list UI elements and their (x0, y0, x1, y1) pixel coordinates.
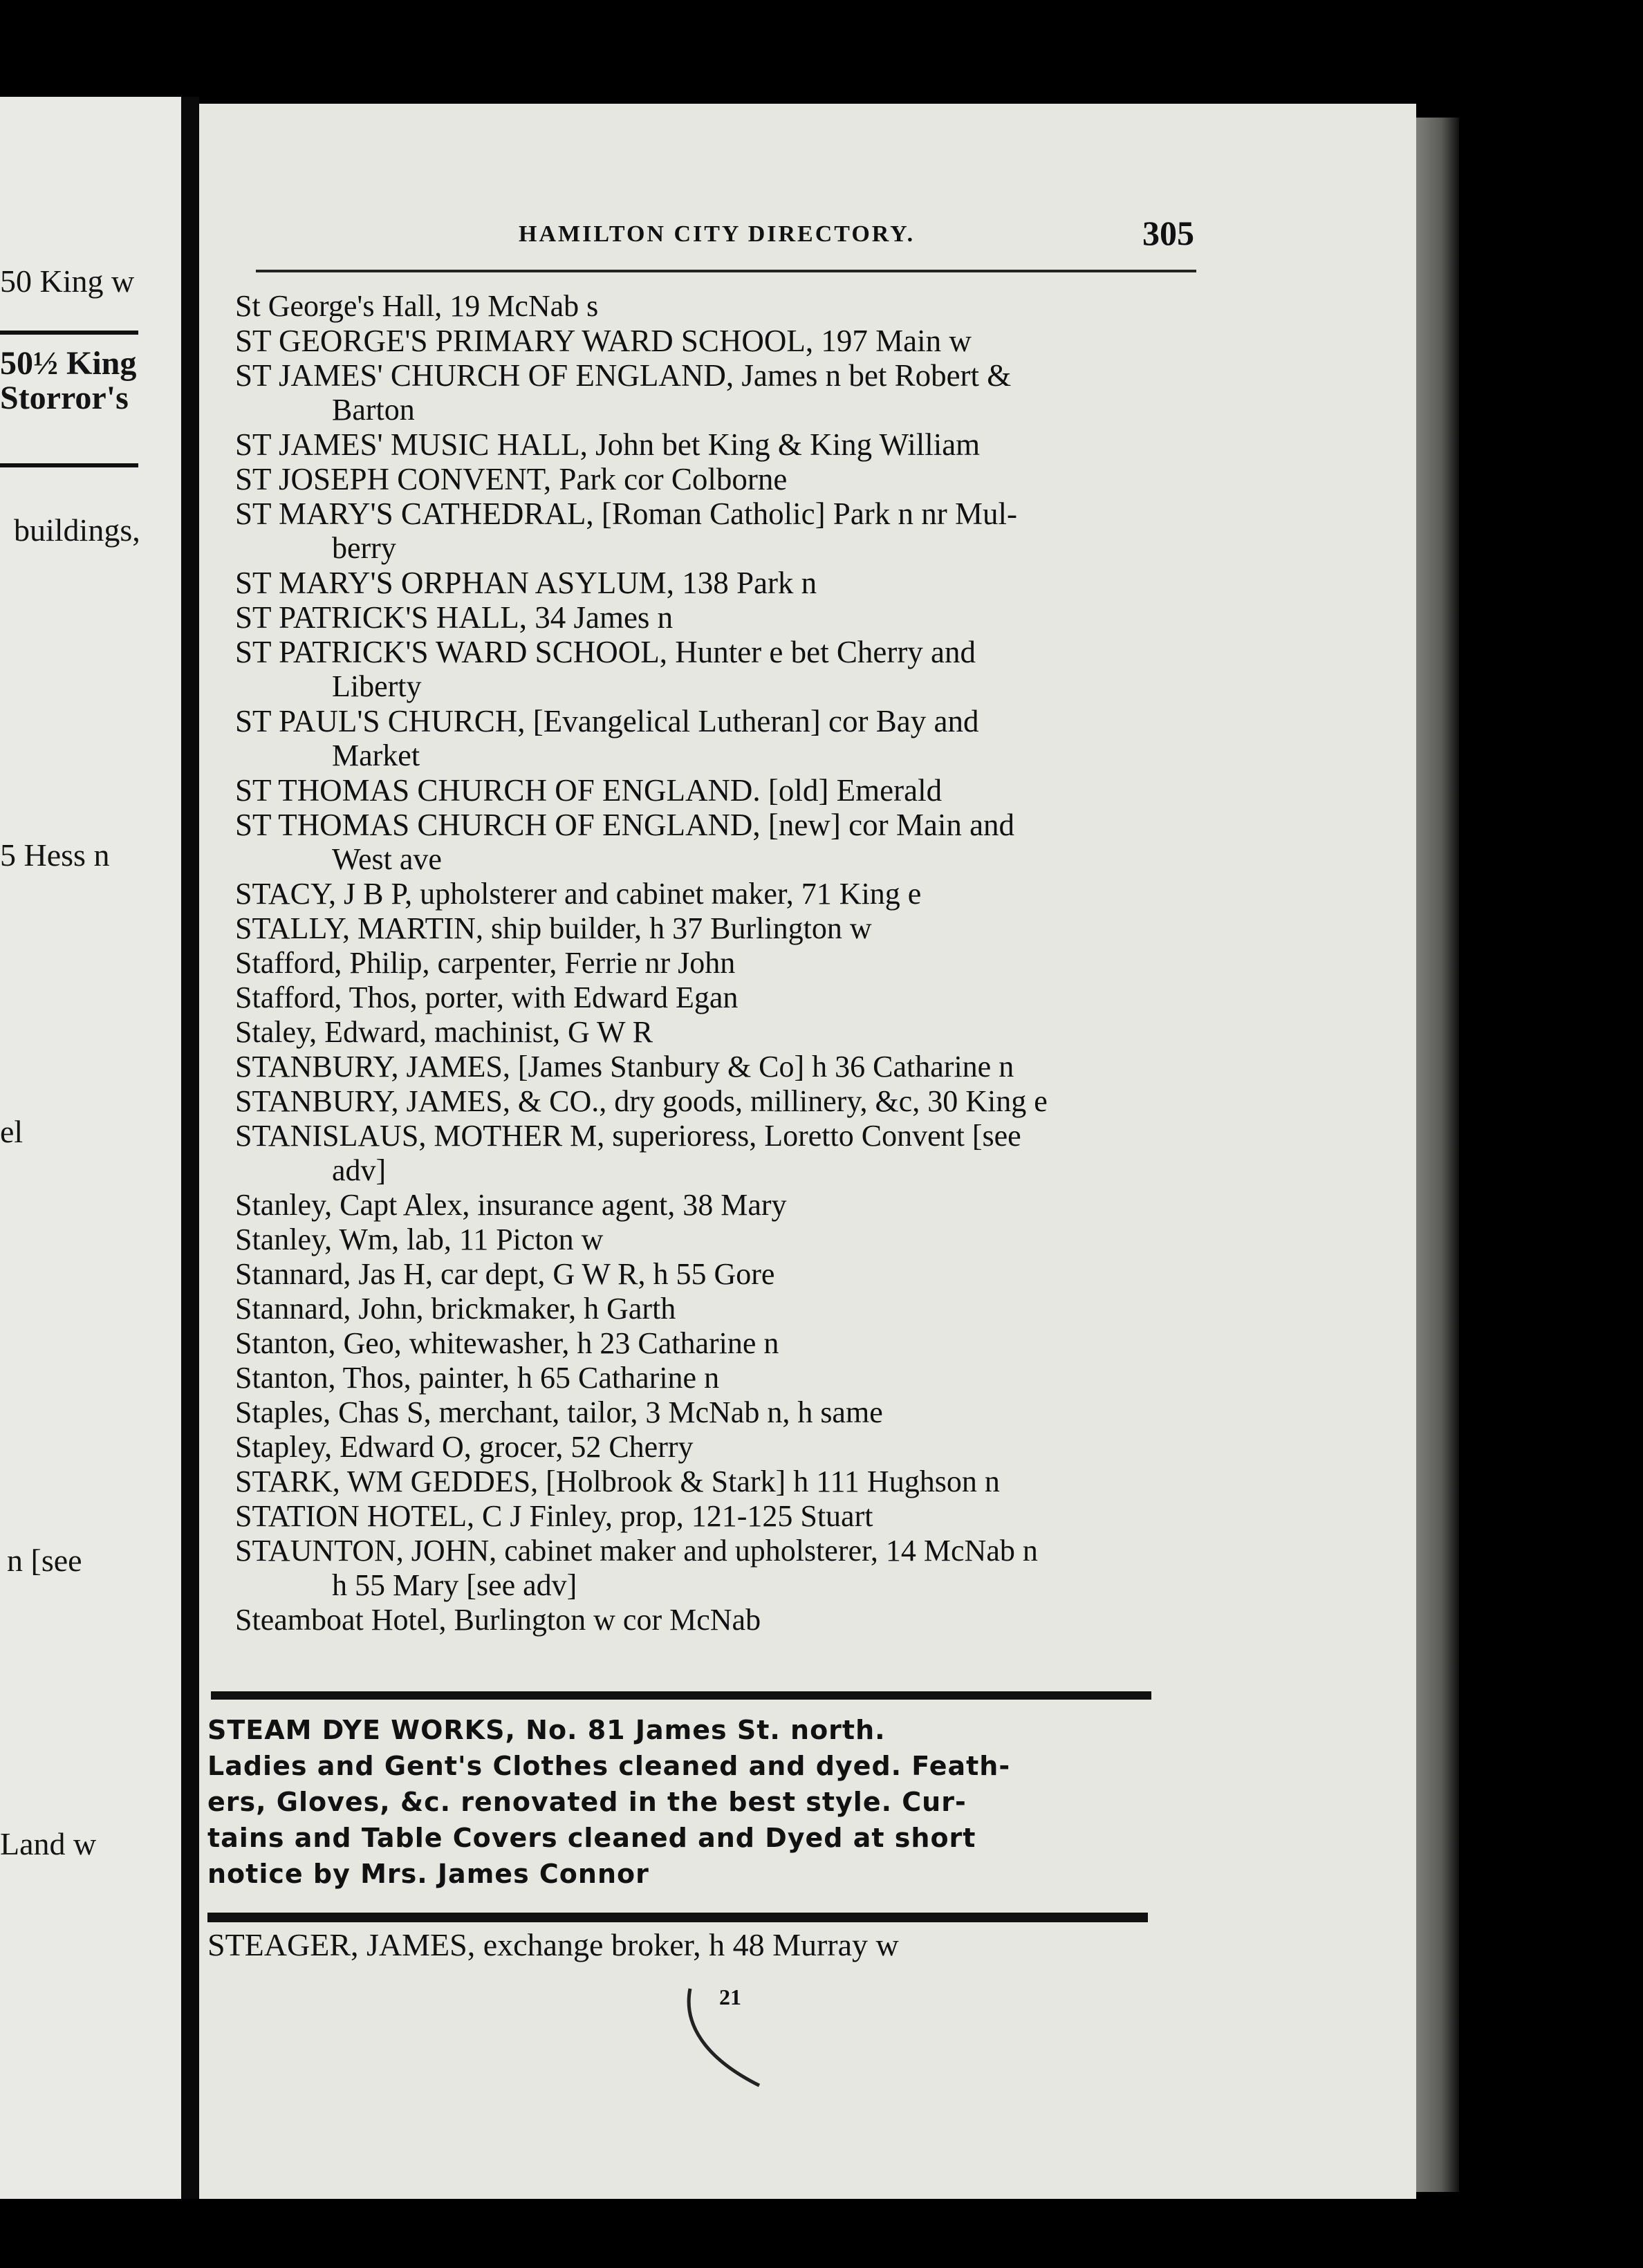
directory-entry: ST PAUL'S CHURCH, [Evangelical Lutheran] cor Bay and (235, 704, 979, 738)
left-fragment: 50 King w (0, 263, 135, 299)
directory-entry: ST THOMAS CHURCH OF ENGLAND. [old] Emerald (235, 773, 943, 808)
left-rule (0, 331, 138, 335)
directory-entry: STARK, WM GEDDES, [Holbrook & Stark] h 111 Hughson n (235, 1465, 1000, 1498)
signature-mark: 21 (719, 1984, 741, 2009)
left-rule (0, 463, 138, 467)
directory-entry: STANISLAUS, MOTHER M, superioress, Loretto Convent [see (235, 1119, 1021, 1153)
directory-entry: ST MARY'S ORPHAN ASYLUM, 138 Park n (235, 566, 817, 600)
ad-bottom-rule (207, 1913, 1148, 1922)
directory-entry-continuation: Barton (332, 393, 415, 427)
left-fragment: n [see (7, 1543, 82, 1578)
directory-entry-continuation: berry (332, 531, 396, 565)
directory-entry: STANBURY, JAMES, & CO., dry goods, millinery, &c, 30 King e (235, 1084, 1048, 1118)
directory-entry: Stanton, Geo, whitewasher, h 23 Catharine n (235, 1326, 779, 1360)
ad-top-rule (211, 1691, 1151, 1700)
directory-entry: STATION HOTEL, C J Finley, prop, 121-125 Stuart (235, 1499, 873, 1533)
ad-line: notice by Mrs. James Connor (207, 1859, 649, 1889)
directory-page (199, 104, 1416, 2199)
ad-line: Ladies and Gent's Clothes cleaned and dyed. Feath- (207, 1751, 1011, 1781)
directory-entry: ST PATRICK'S WARD SCHOOL, Hunter e bet Cherry and (235, 635, 976, 669)
directory-entry: Stafford, Thos, porter, with Edward Egan (235, 980, 739, 1014)
left-fragment: Storror's (0, 380, 129, 416)
directory-entry: Staley, Edward, machinist, G W R (235, 1015, 653, 1049)
directory-entry: ST JOSEPH CONVENT, Park cor Colborne (235, 462, 788, 496)
left-fragment: 5 Hess n (0, 837, 110, 873)
directory-entry: Stapley, Edward O, grocer, 52 Cherry (235, 1430, 694, 1464)
directory-entry-continuation: h 55 Mary [see adv] (332, 1568, 577, 1602)
header-rule (256, 270, 1196, 272)
binding-gutter (181, 97, 199, 2199)
left-facing-page (0, 97, 181, 2199)
directory-entry: STACY, J B P, upholsterer and cabinet maker, 71 King e (235, 877, 922, 911)
directory-entry-continuation: adv] (332, 1153, 387, 1187)
directory-entry: Stanley, Capt Alex, insurance agent, 38 Mary (235, 1188, 787, 1222)
directory-entry: STEAGER, JAMES, exchange broker, h 48 Murray w (207, 1927, 899, 1962)
directory-entry-continuation: Liberty (332, 669, 422, 703)
directory-entry: Steamboat Hotel, Burlington w cor McNab (235, 1603, 761, 1637)
directory-entry-continuation: West ave (332, 842, 442, 876)
directory-entry: Staples, Chas S, merchant, tailor, 3 McNab n, h same (235, 1395, 883, 1429)
directory-entry: ST GEORGE'S PRIMARY WARD SCHOOL, 197 Main w (235, 324, 972, 358)
directory-entry: Stanley, Wm, lab, 11 Picton w (235, 1223, 604, 1256)
directory-entry: Stannard, John, brickmaker, h Garth (235, 1292, 676, 1326)
directory-entry: STALLY, MARTIN, ship builder, h 37 Burlington w (235, 911, 872, 945)
left-fragment: 50½ King (0, 345, 137, 382)
ad-line: tains and Table Covers cleaned and Dyed at short (207, 1823, 976, 1853)
directory-entry-continuation: Market (332, 738, 420, 772)
directory-entry: St George's Hall, 19 McNab s (235, 289, 599, 323)
directory-entry: Stanton, Thos, painter, h 65 Catharine n (235, 1361, 720, 1395)
directory-entry: STAUNTON, JOHN, cabinet maker and upholsterer, 14 McNab n (235, 1534, 1038, 1568)
directory-entry: ST MARY'S CATHEDRAL, [Roman Catholic] Park n nr Mul- (235, 496, 1018, 531)
directory-entry: STANBURY, JAMES, [James Stanbury & Co] h 36 Catharine n (235, 1050, 1014, 1084)
page-number: 305 (1142, 214, 1194, 252)
directory-entry: Stannard, Jas H, car dept, G W R, h 55 Gore (235, 1257, 775, 1291)
left-fragment: Land w (0, 1826, 97, 1861)
scan-bottom-border (0, 2199, 1643, 2268)
directory-entry: ST THOMAS CHURCH OF ENGLAND, [new] cor Main and (235, 808, 1015, 842)
ad-line: STEAM DYE WORKS, No. 81 James St. north. (207, 1715, 886, 1745)
directory-entry: ST PATRICK'S HALL, 34 James n (235, 600, 674, 635)
pen-stroke-mark (676, 1982, 773, 2092)
left-fragment: el (0, 1114, 24, 1149)
directory-entry: ST JAMES' MUSIC HALL, John bet King & King William (235, 427, 981, 462)
directory-entries (235, 289, 1231, 1637)
page-title: HAMILTON CITY DIRECTORY. (519, 221, 916, 247)
left-fragment: buildings, (14, 512, 140, 548)
ad-line: ers, Gloves, &c. renovated in the best style. Cur- (207, 1787, 967, 1817)
directory-entry: ST JAMES' CHURCH OF ENGLAND, James n bet Robert & (235, 358, 1012, 393)
steam-dye-works-advertisement (207, 1712, 1176, 1892)
directory-entry: Stafford, Philip, carpenter, Ferrie nr John (235, 946, 736, 980)
